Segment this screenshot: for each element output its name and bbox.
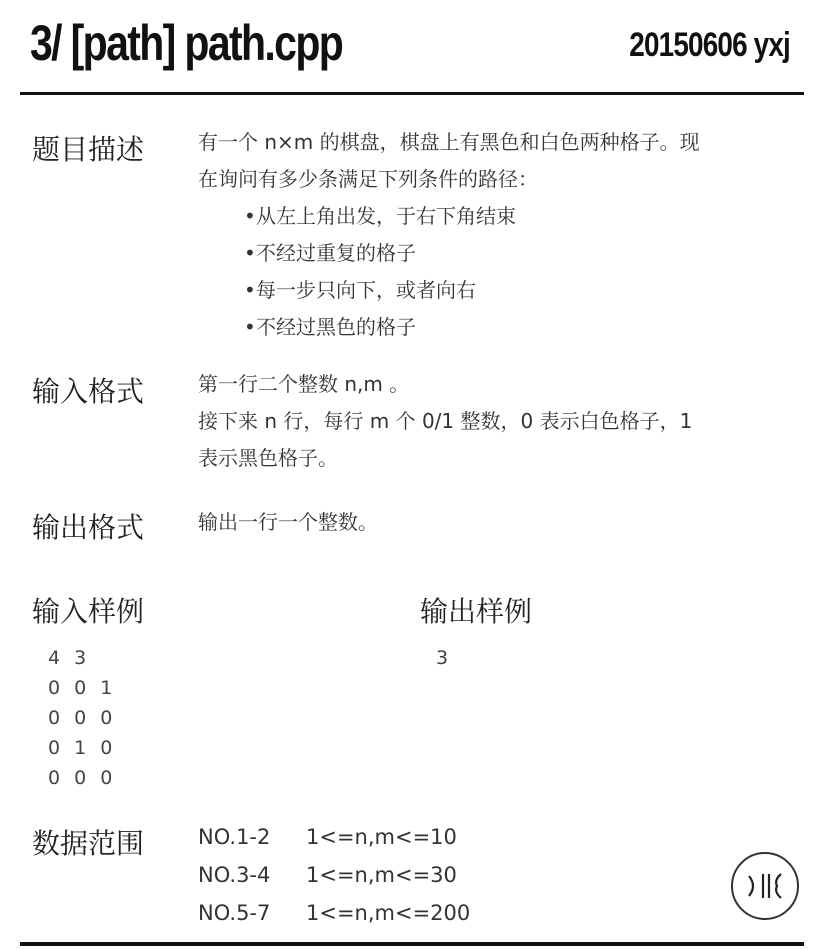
- data-range-label: 数据范围: [32, 827, 145, 860]
- data-range-table: [198, 818, 470, 932]
- description-line: 在询问有多少条满足下列条件的路径：: [198, 167, 538, 191]
- description-label: 题目描述: [32, 133, 145, 166]
- constraint: 1<=n,m<=10: [306, 825, 457, 849]
- test-case-range: NO.5-7: [198, 901, 271, 925]
- output-format-label: 输出格式: [32, 511, 145, 544]
- sample-output-block: [436, 643, 452, 673]
- test-case-range: NO.3-4: [198, 863, 271, 887]
- problem-title: 3/ [path] path.cpp: [30, 15, 343, 71]
- condition-item: •每一步只向下，或者向右: [244, 278, 476, 302]
- constraint: 1<=n,m<=30: [306, 863, 457, 887]
- sample-input-label: 输入样例: [32, 595, 145, 628]
- description-body: [198, 124, 798, 346]
- bottom-divider: [20, 942, 804, 946]
- sample-input-line: 0 0 0: [48, 767, 117, 789]
- condition-item: •不经过黑色的格子: [244, 315, 416, 339]
- data-range-row: [198, 894, 470, 932]
- data-range-row: [198, 856, 470, 894]
- input-format-body: [198, 366, 798, 477]
- sample-input-block: [48, 643, 116, 793]
- page-header: [0, 0, 816, 96]
- test-case-range: NO.1-2: [198, 825, 271, 849]
- input-format-label: 输入格式: [32, 375, 145, 408]
- input-format-line: 接下来 n 行，每行 m 个 0/1 整数，0 表示白色格子，1: [198, 409, 693, 433]
- condition-list: [244, 198, 798, 346]
- input-format-line: 表示黑色格子。: [198, 446, 338, 470]
- output-format-body: [198, 504, 798, 541]
- sample-input-line: 0 0 0: [48, 707, 117, 729]
- condition-item: •从左上角出发，于右下角结束: [244, 204, 516, 228]
- sample-input-line: 0 1 0: [48, 737, 117, 759]
- monogram-circle-icon: [729, 850, 801, 922]
- sample-input-line: 4 3: [48, 647, 91, 669]
- problem-date-author: 20150606 yxj: [629, 26, 790, 64]
- description-line: 有一个 n×m 的棋盘，棋盘上有黑色和白色两种格子。现: [198, 130, 700, 154]
- input-format-line: 第一行二个整数 n,m 。: [198, 372, 410, 396]
- output-format-line: 输出一行一个整数。: [198, 510, 378, 534]
- sample-input-line: 0 0 1: [48, 677, 117, 699]
- sample-output-line: 3: [436, 647, 453, 669]
- sample-output-label: 输出样例: [420, 595, 533, 628]
- top-divider: [20, 92, 804, 95]
- constraint: 1<=n,m<=200: [306, 901, 471, 925]
- condition-item: •不经过重复的格子: [244, 241, 416, 265]
- data-range-row: [198, 818, 470, 856]
